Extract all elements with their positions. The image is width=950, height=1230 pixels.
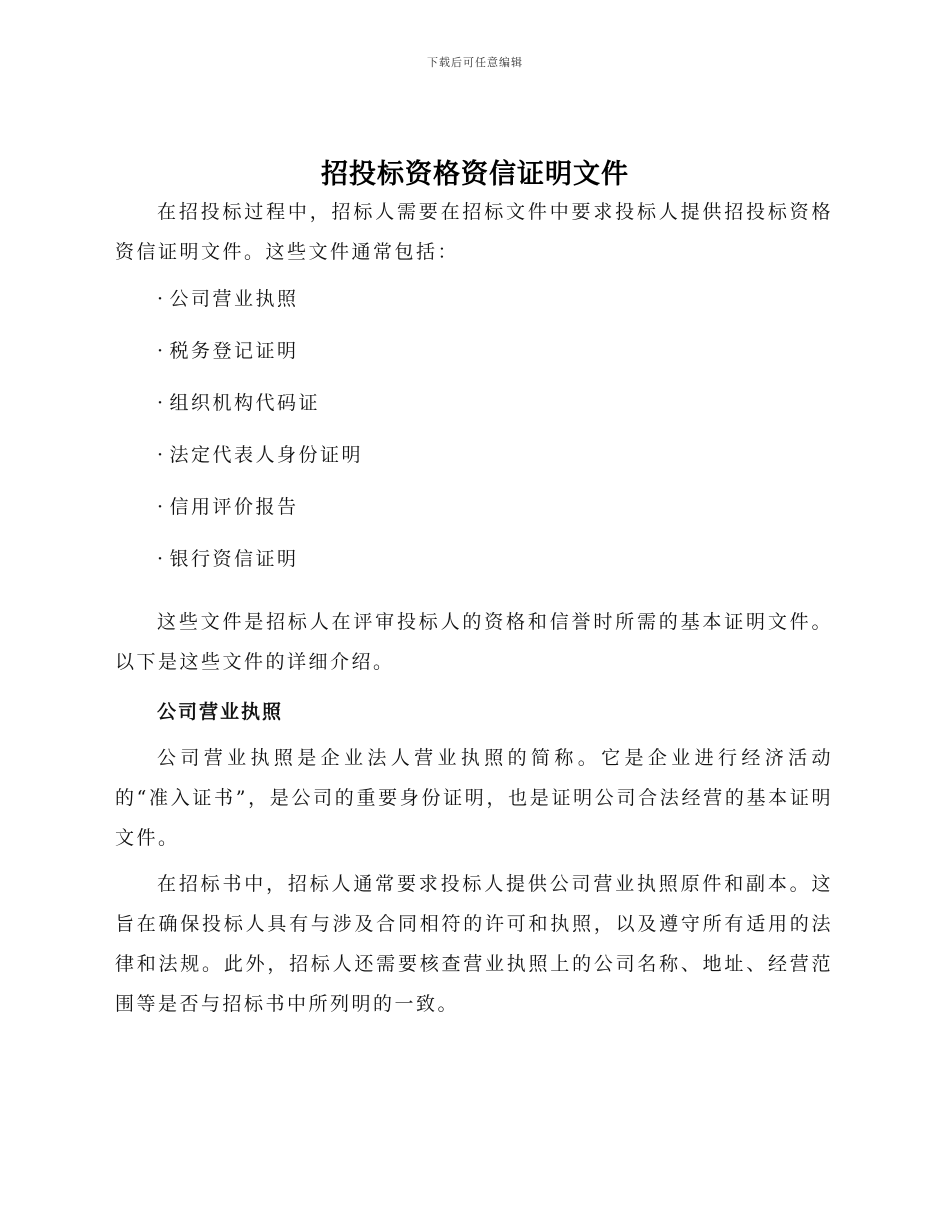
bullet-icon: · [157,340,166,362]
list-item [115,280,833,332]
document-body [115,192,833,1024]
bullet-icon: · [157,496,166,518]
list-item-label: 组织机构代码证 [169,392,321,414]
list-item [115,332,833,384]
requirements-list [115,280,833,592]
document-title: 招投标资格资信证明文件 [321,159,629,190]
list-item-label: 税务登记证明 [169,340,299,362]
intro-paragraph: 在招投标过程中，招标人需要在招标文件中要求投标人提供招投标资格资信证明文件。这些文件通常包括： [115,201,833,263]
bullet-icon: · [157,392,166,414]
list-item-label: 法定代表人身份证明 [169,444,364,466]
section-paragraph: 在招标书中，招标人通常要求投标人提供公司营业执照原件和副本。这旨在确保投标人具有与涉及合同相符的许可和执照，以及遵守所有适用的法律和法规。此外，招标人还需要核查营业执照上的公司名称、地址、经营范围等是否与招标书中所列明的一致。 [115,873,833,1015]
list-item-label: 信用评价报告 [169,496,299,518]
bullet-icon: · [157,444,166,466]
header-note: 下载后可任意编辑 [427,56,523,69]
section-heading: 公司营业执照 [157,701,284,723]
list-item [115,436,833,488]
bullet-icon: · [157,288,166,310]
list-item [115,488,833,540]
list-item-label: 公司营业执照 [169,288,299,310]
list-item [115,384,833,436]
bullet-icon: · [157,548,166,570]
list-item-label: 银行资信证明 [169,548,299,570]
section-paragraph: 公司营业执照是企业法人营业执照的简称。它是企业进行经济活动的“准入证书”，是公司的重要身份证明，也是证明公司合法经营的基本证明文件。 [115,747,833,849]
list-item [115,540,833,592]
summary-paragraph: 这些文件是招标人在评审投标人的资格和信誉时所需的基本证明文件。以下是这些文件的详细介绍。 [115,611,833,673]
